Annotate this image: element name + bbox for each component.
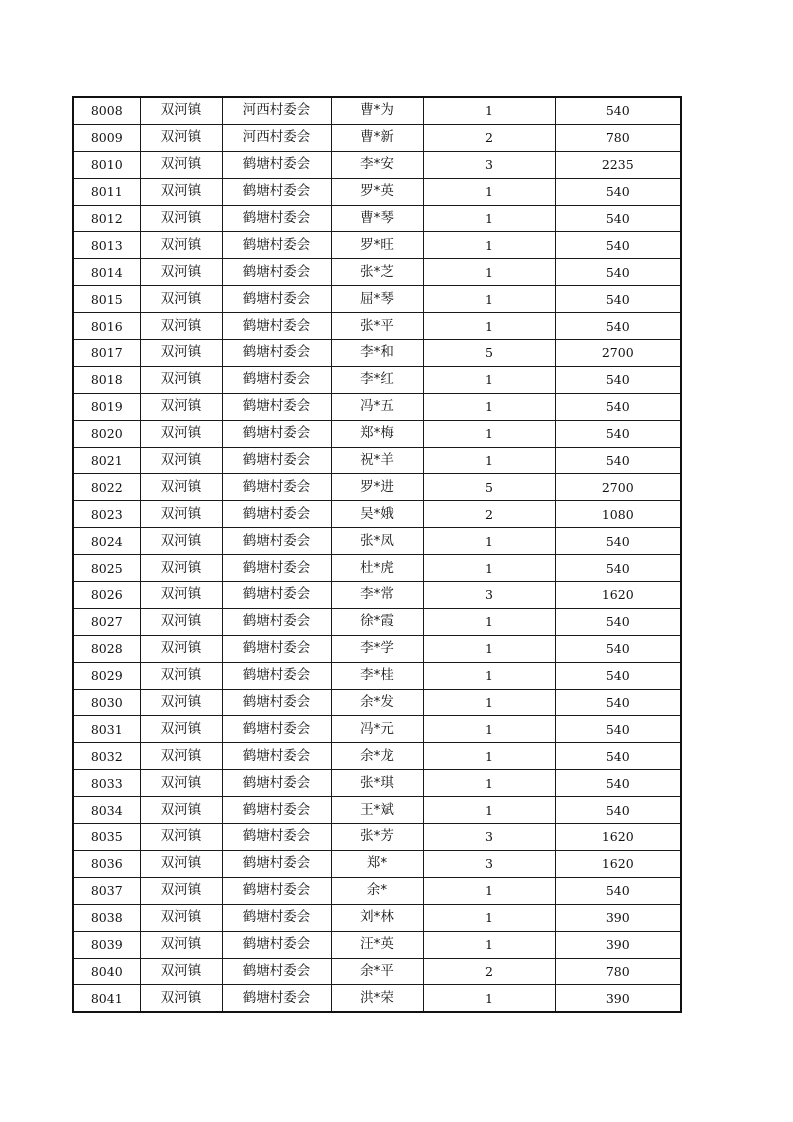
- town-cell: 双河镇: [140, 151, 222, 178]
- town-cell: 双河镇: [140, 205, 222, 232]
- id-cell: 8028: [73, 635, 140, 662]
- count-cell: 1: [423, 393, 555, 420]
- count-cell: 1: [423, 689, 555, 716]
- name-cell: 李*学: [331, 635, 423, 662]
- village-cell: 鹤塘村委会: [222, 635, 331, 662]
- table-row: [73, 770, 681, 797]
- amount-cell: 1620: [555, 582, 681, 609]
- count-cell: 1: [423, 608, 555, 635]
- count-cell: 1: [423, 770, 555, 797]
- village-cell: 鹤塘村委会: [222, 151, 331, 178]
- name-cell: 徐*霞: [331, 608, 423, 635]
- id-cell: 8020: [73, 420, 140, 447]
- id-cell: 8027: [73, 608, 140, 635]
- town-cell: 双河镇: [140, 662, 222, 689]
- id-cell: 8012: [73, 205, 140, 232]
- town-cell: 双河镇: [140, 904, 222, 931]
- name-cell: 洪*荣: [331, 985, 423, 1012]
- name-cell: 吴*娥: [331, 501, 423, 528]
- count-cell: 3: [423, 850, 555, 877]
- name-cell: 郑*: [331, 850, 423, 877]
- table-row: [73, 797, 681, 824]
- count-cell: 3: [423, 151, 555, 178]
- village-cell: 河西村委会: [222, 97, 331, 124]
- id-cell: 8035: [73, 824, 140, 851]
- table-row: [73, 286, 681, 313]
- town-cell: 双河镇: [140, 689, 222, 716]
- table-row: [73, 366, 681, 393]
- amount-cell: 540: [555, 178, 681, 205]
- id-cell: 8019: [73, 393, 140, 420]
- table-row: [73, 608, 681, 635]
- town-cell: 双河镇: [140, 582, 222, 609]
- village-cell: 鹤塘村委会: [222, 501, 331, 528]
- count-cell: 1: [423, 178, 555, 205]
- town-cell: 双河镇: [140, 985, 222, 1012]
- town-cell: 双河镇: [140, 770, 222, 797]
- table-row: [73, 555, 681, 582]
- town-cell: 双河镇: [140, 824, 222, 851]
- name-cell: 余*发: [331, 689, 423, 716]
- town-cell: 双河镇: [140, 716, 222, 743]
- id-cell: 8036: [73, 850, 140, 877]
- id-cell: 8030: [73, 689, 140, 716]
- id-cell: 8021: [73, 447, 140, 474]
- count-cell: 2: [423, 124, 555, 151]
- name-cell: 李*安: [331, 151, 423, 178]
- name-cell: 张*凤: [331, 528, 423, 555]
- amount-cell: 540: [555, 662, 681, 689]
- name-cell: 汪*英: [331, 931, 423, 958]
- data-table: [72, 96, 682, 1013]
- count-cell: 3: [423, 582, 555, 609]
- name-cell: 张*芝: [331, 259, 423, 286]
- village-cell: 鹤塘村委会: [222, 259, 331, 286]
- village-cell: 鹤塘村委会: [222, 877, 331, 904]
- amount-cell: 540: [555, 770, 681, 797]
- table-row: [73, 420, 681, 447]
- id-cell: 8015: [73, 286, 140, 313]
- name-cell: 罗*进: [331, 474, 423, 501]
- count-cell: 1: [423, 366, 555, 393]
- amount-cell: 540: [555, 797, 681, 824]
- count-cell: 1: [423, 555, 555, 582]
- village-cell: 鹤塘村委会: [222, 689, 331, 716]
- amount-cell: 780: [555, 958, 681, 985]
- village-cell: 鹤塘村委会: [222, 770, 331, 797]
- village-cell: 鹤塘村委会: [222, 340, 331, 367]
- count-cell: 1: [423, 635, 555, 662]
- table-row: [73, 97, 681, 124]
- amount-cell: 540: [555, 97, 681, 124]
- name-cell: 李*红: [331, 366, 423, 393]
- count-cell: 1: [423, 716, 555, 743]
- town-cell: 双河镇: [140, 97, 222, 124]
- id-cell: 8037: [73, 877, 140, 904]
- village-cell: 鹤塘村委会: [222, 286, 331, 313]
- amount-cell: 390: [555, 985, 681, 1012]
- amount-cell: 540: [555, 420, 681, 447]
- village-cell: 鹤塘村委会: [222, 608, 331, 635]
- id-cell: 8038: [73, 904, 140, 931]
- amount-cell: 540: [555, 447, 681, 474]
- count-cell: 5: [423, 340, 555, 367]
- id-cell: 8025: [73, 555, 140, 582]
- town-cell: 双河镇: [140, 797, 222, 824]
- amount-cell: 780: [555, 124, 681, 151]
- village-cell: 鹤塘村委会: [222, 931, 331, 958]
- id-cell: 8026: [73, 582, 140, 609]
- village-cell: 鹤塘村委会: [222, 743, 331, 770]
- name-cell: 余*: [331, 877, 423, 904]
- table-row: [73, 931, 681, 958]
- table-row: [73, 877, 681, 904]
- village-cell: 鹤塘村委会: [222, 716, 331, 743]
- count-cell: 1: [423, 205, 555, 232]
- town-cell: 双河镇: [140, 178, 222, 205]
- name-cell: 祝*羊: [331, 447, 423, 474]
- village-cell: 鹤塘村委会: [222, 582, 331, 609]
- id-cell: 8029: [73, 662, 140, 689]
- town-cell: 双河镇: [140, 393, 222, 420]
- table-row: [73, 743, 681, 770]
- name-cell: 屈*琴: [331, 286, 423, 313]
- amount-cell: 540: [555, 877, 681, 904]
- town-cell: 双河镇: [140, 528, 222, 555]
- village-cell: 鹤塘村委会: [222, 555, 331, 582]
- town-cell: 双河镇: [140, 555, 222, 582]
- amount-cell: 540: [555, 313, 681, 340]
- village-cell: 鹤塘村委会: [222, 904, 331, 931]
- amount-cell: 390: [555, 931, 681, 958]
- amount-cell: 540: [555, 716, 681, 743]
- count-cell: 2: [423, 501, 555, 528]
- count-cell: 5: [423, 474, 555, 501]
- amount-cell: 1620: [555, 824, 681, 851]
- table-row: [73, 662, 681, 689]
- id-cell: 8024: [73, 528, 140, 555]
- count-cell: 1: [423, 985, 555, 1012]
- amount-cell: 540: [555, 366, 681, 393]
- table-row: [73, 824, 681, 851]
- count-cell: 1: [423, 931, 555, 958]
- count-cell: 1: [423, 904, 555, 931]
- name-cell: 刘*林: [331, 904, 423, 931]
- count-cell: 1: [423, 797, 555, 824]
- town-cell: 双河镇: [140, 608, 222, 635]
- id-cell: 8018: [73, 366, 140, 393]
- count-cell: 1: [423, 447, 555, 474]
- town-cell: 双河镇: [140, 474, 222, 501]
- amount-cell: 540: [555, 743, 681, 770]
- name-cell: 郑*梅: [331, 420, 423, 447]
- count-cell: 1: [423, 743, 555, 770]
- table-body: [73, 97, 681, 1012]
- count-cell: 3: [423, 824, 555, 851]
- amount-cell: 540: [555, 205, 681, 232]
- amount-cell: 1080: [555, 501, 681, 528]
- amount-cell: 1620: [555, 850, 681, 877]
- table-row: [73, 850, 681, 877]
- count-cell: 1: [423, 232, 555, 259]
- id-cell: 8032: [73, 743, 140, 770]
- count-cell: 1: [423, 528, 555, 555]
- amount-cell: 540: [555, 286, 681, 313]
- town-cell: 双河镇: [140, 635, 222, 662]
- id-cell: 8017: [73, 340, 140, 367]
- village-cell: 鹤塘村委会: [222, 824, 331, 851]
- village-cell: 鹤塘村委会: [222, 420, 331, 447]
- town-cell: 双河镇: [140, 958, 222, 985]
- village-cell: 河西村委会: [222, 124, 331, 151]
- count-cell: 1: [423, 286, 555, 313]
- table-row: [73, 232, 681, 259]
- name-cell: 冯*五: [331, 393, 423, 420]
- town-cell: 双河镇: [140, 931, 222, 958]
- table-row: [73, 501, 681, 528]
- table-row: [73, 582, 681, 609]
- amount-cell: 540: [555, 232, 681, 259]
- town-cell: 双河镇: [140, 877, 222, 904]
- table-row: [73, 958, 681, 985]
- table-row: [73, 528, 681, 555]
- table-row: [73, 904, 681, 931]
- amount-cell: 540: [555, 689, 681, 716]
- name-cell: 曹*新: [331, 124, 423, 151]
- village-cell: 鹤塘村委会: [222, 662, 331, 689]
- town-cell: 双河镇: [140, 743, 222, 770]
- town-cell: 双河镇: [140, 447, 222, 474]
- id-cell: 8014: [73, 259, 140, 286]
- name-cell: 王*斌: [331, 797, 423, 824]
- count-cell: 1: [423, 313, 555, 340]
- name-cell: 张*琪: [331, 770, 423, 797]
- village-cell: 鹤塘村委会: [222, 393, 331, 420]
- name-cell: 冯*元: [331, 716, 423, 743]
- amount-cell: 540: [555, 528, 681, 555]
- id-cell: 8013: [73, 232, 140, 259]
- village-cell: 鹤塘村委会: [222, 850, 331, 877]
- table-row: [73, 447, 681, 474]
- town-cell: 双河镇: [140, 850, 222, 877]
- town-cell: 双河镇: [140, 340, 222, 367]
- id-cell: 8016: [73, 313, 140, 340]
- name-cell: 张*平: [331, 313, 423, 340]
- table-row: [73, 124, 681, 151]
- village-cell: 鹤塘村委会: [222, 797, 331, 824]
- table-row: [73, 635, 681, 662]
- village-cell: 鹤塘村委会: [222, 232, 331, 259]
- town-cell: 双河镇: [140, 420, 222, 447]
- village-cell: 鹤塘村委会: [222, 313, 331, 340]
- count-cell: 1: [423, 97, 555, 124]
- table-row: [73, 393, 681, 420]
- amount-cell: 540: [555, 393, 681, 420]
- id-cell: 8008: [73, 97, 140, 124]
- town-cell: 双河镇: [140, 366, 222, 393]
- town-cell: 双河镇: [140, 286, 222, 313]
- table-row: [73, 985, 681, 1012]
- id-cell: 8010: [73, 151, 140, 178]
- id-cell: 8040: [73, 958, 140, 985]
- name-cell: 张*芳: [331, 824, 423, 851]
- town-cell: 双河镇: [140, 124, 222, 151]
- table-row: [73, 474, 681, 501]
- town-cell: 双河镇: [140, 313, 222, 340]
- name-cell: 罗*旺: [331, 232, 423, 259]
- table-row: [73, 340, 681, 367]
- id-cell: 8009: [73, 124, 140, 151]
- name-cell: 罗*英: [331, 178, 423, 205]
- id-cell: 8034: [73, 797, 140, 824]
- village-cell: 鹤塘村委会: [222, 205, 331, 232]
- amount-cell: 540: [555, 555, 681, 582]
- id-cell: 8039: [73, 931, 140, 958]
- table-row: [73, 313, 681, 340]
- village-cell: 鹤塘村委会: [222, 985, 331, 1012]
- id-cell: 8033: [73, 770, 140, 797]
- id-cell: 8011: [73, 178, 140, 205]
- name-cell: 李*桂: [331, 662, 423, 689]
- count-cell: 1: [423, 420, 555, 447]
- count-cell: 1: [423, 662, 555, 689]
- village-cell: 鹤塘村委会: [222, 178, 331, 205]
- id-cell: 8031: [73, 716, 140, 743]
- village-cell: 鹤塘村委会: [222, 366, 331, 393]
- table-row: [73, 151, 681, 178]
- id-cell: 8023: [73, 501, 140, 528]
- amount-cell: 540: [555, 608, 681, 635]
- table-row: [73, 716, 681, 743]
- id-cell: 8022: [73, 474, 140, 501]
- name-cell: 曹*琴: [331, 205, 423, 232]
- village-cell: 鹤塘村委会: [222, 958, 331, 985]
- amount-cell: 2700: [555, 340, 681, 367]
- table-row: [73, 259, 681, 286]
- table-row: [73, 178, 681, 205]
- village-cell: 鹤塘村委会: [222, 447, 331, 474]
- table-row: [73, 205, 681, 232]
- count-cell: 1: [423, 877, 555, 904]
- count-cell: 2: [423, 958, 555, 985]
- town-cell: 双河镇: [140, 501, 222, 528]
- amount-cell: 540: [555, 635, 681, 662]
- name-cell: 曹*为: [331, 97, 423, 124]
- amount-cell: 2235: [555, 151, 681, 178]
- name-cell: 余*龙: [331, 743, 423, 770]
- town-cell: 双河镇: [140, 232, 222, 259]
- name-cell: 李*和: [331, 340, 423, 367]
- table-row: [73, 689, 681, 716]
- amount-cell: 540: [555, 259, 681, 286]
- name-cell: 杜*虎: [331, 555, 423, 582]
- amount-cell: 390: [555, 904, 681, 931]
- amount-cell: 2700: [555, 474, 681, 501]
- id-cell: 8041: [73, 985, 140, 1012]
- count-cell: 1: [423, 259, 555, 286]
- village-cell: 鹤塘村委会: [222, 474, 331, 501]
- name-cell: 李*常: [331, 582, 423, 609]
- village-cell: 鹤塘村委会: [222, 528, 331, 555]
- town-cell: 双河镇: [140, 259, 222, 286]
- name-cell: 余*平: [331, 958, 423, 985]
